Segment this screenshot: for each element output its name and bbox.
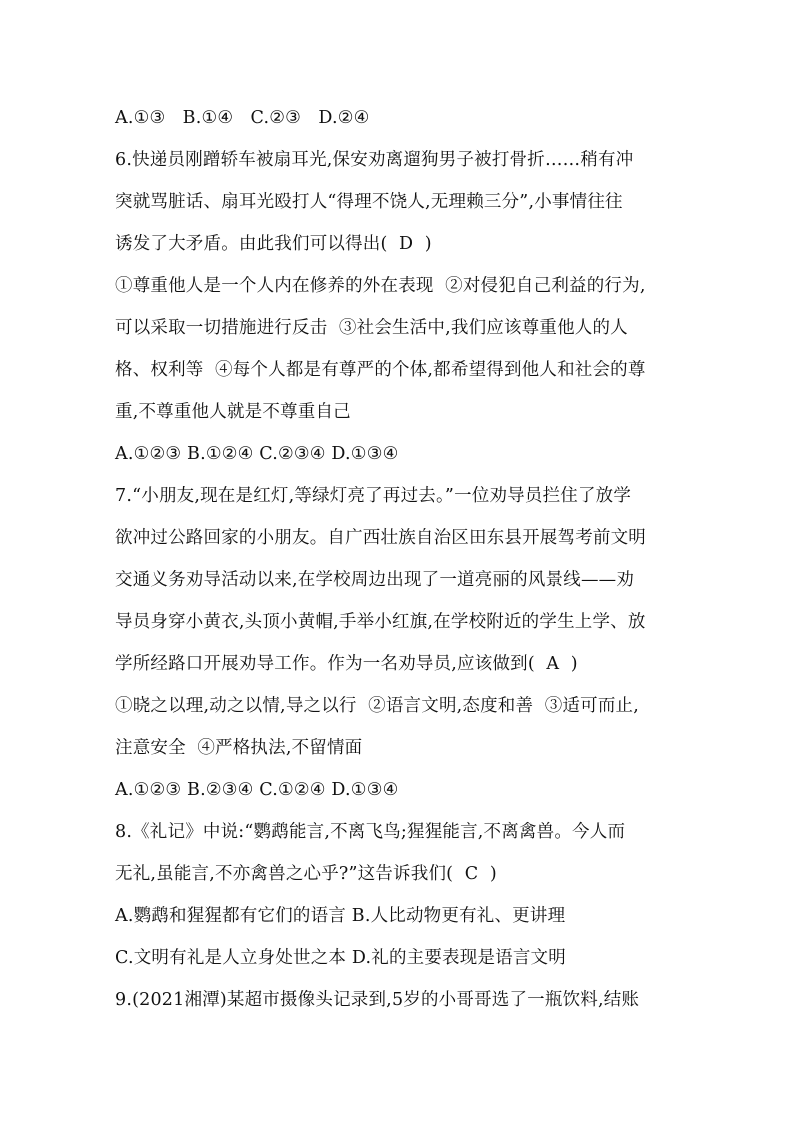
question-9-stem-line-1: 9.(2021湘潭)某超市摄像头记录到,5岁的小哥哥选了一瓶饮料,结账 [115, 990, 640, 1010]
question-7-stem-line-4: 导员身穿小黄衣,头顶小黄帽,手举小红旗,在学校附近的学生上学、放 [115, 612, 646, 632]
question-6-stem-line-3: 诱发了大矛盾。由此我们可以得出( D ) [115, 234, 432, 254]
answer-options-q5: A.①③ B.①④ C.②③ D.②④ [115, 108, 370, 128]
answer-options-q6: A.①②③ B.①②④ C.②③④ D.①③④ [115, 444, 399, 464]
answer-options-q8-row-2: C.文明有礼是人立身处世之本 D.礼的主要表现是语言文明 [115, 948, 566, 968]
question-6-statements-line-1: ①尊重他人是一个人内在修养的外在表现 ②对侵犯自己利益的行为, [115, 276, 646, 296]
question-6-stem-line-1: 6.快递员刚蹭轿车被扇耳光,保安劝离遛狗男子被打骨折……稍有冲 [115, 150, 634, 170]
question-6-statements-line-4: 重,不尊重他人就是不尊重自己 [115, 402, 351, 422]
question-7-stem-line-5: 学所经路口开展劝导工作。作为一名劝导员,应该做到( A ) [115, 654, 578, 674]
question-7-stem-line-3: 交通义务劝导活动以来,在学校周边出现了一道亮丽的风景线——劝 [115, 570, 635, 590]
question-6-statements-line-3: 格、权利等 ④每个人都是有尊严的个体,都希望得到他人和社会的尊 [115, 360, 646, 380]
question-8-stem-line-2: 无礼,虽能言,不亦禽兽之心乎?”这告诉我们( C ) [115, 864, 497, 884]
question-8-stem-line-1: 8.《礼记》中说:“鹦鹉能言,不离飞鸟;猩猩能言,不离禽兽。今人而 [115, 822, 626, 842]
question-6-stem-line-2: 突就骂脏话、扇耳光殴打人“得理不饶人,无理赖三分”,小事情往往 [115, 192, 623, 212]
question-7-statements-line-1: ①晓之以理,动之以情,导之以行 ②语言文明,态度和善 ③适可而止, [115, 696, 639, 716]
question-6-statements-line-2: 可以采取一切措施进行反击 ③社会生活中,我们应该尊重他人的人 [115, 318, 628, 338]
question-7-stem-line-1: 7.“小朋友,现在是红灯,等绿灯亮了再过去。”一位劝导员拦住了放学 [115, 486, 632, 506]
question-7-stem-line-2: 欲冲过公路回家的小朋友。自广西壮族自治区田东县开展驾考前文明 [115, 528, 646, 548]
answer-options-q7: A.①②③ B.②③④ C.①②④ D.①③④ [115, 780, 399, 800]
answer-options-q8-row-1: A.鹦鹉和猩猩都有它们的语言 B.人比动物更有礼、更讲理 [115, 906, 566, 926]
question-7-statements-line-2: 注意安全 ④严格执法,不留情面 [115, 738, 363, 758]
